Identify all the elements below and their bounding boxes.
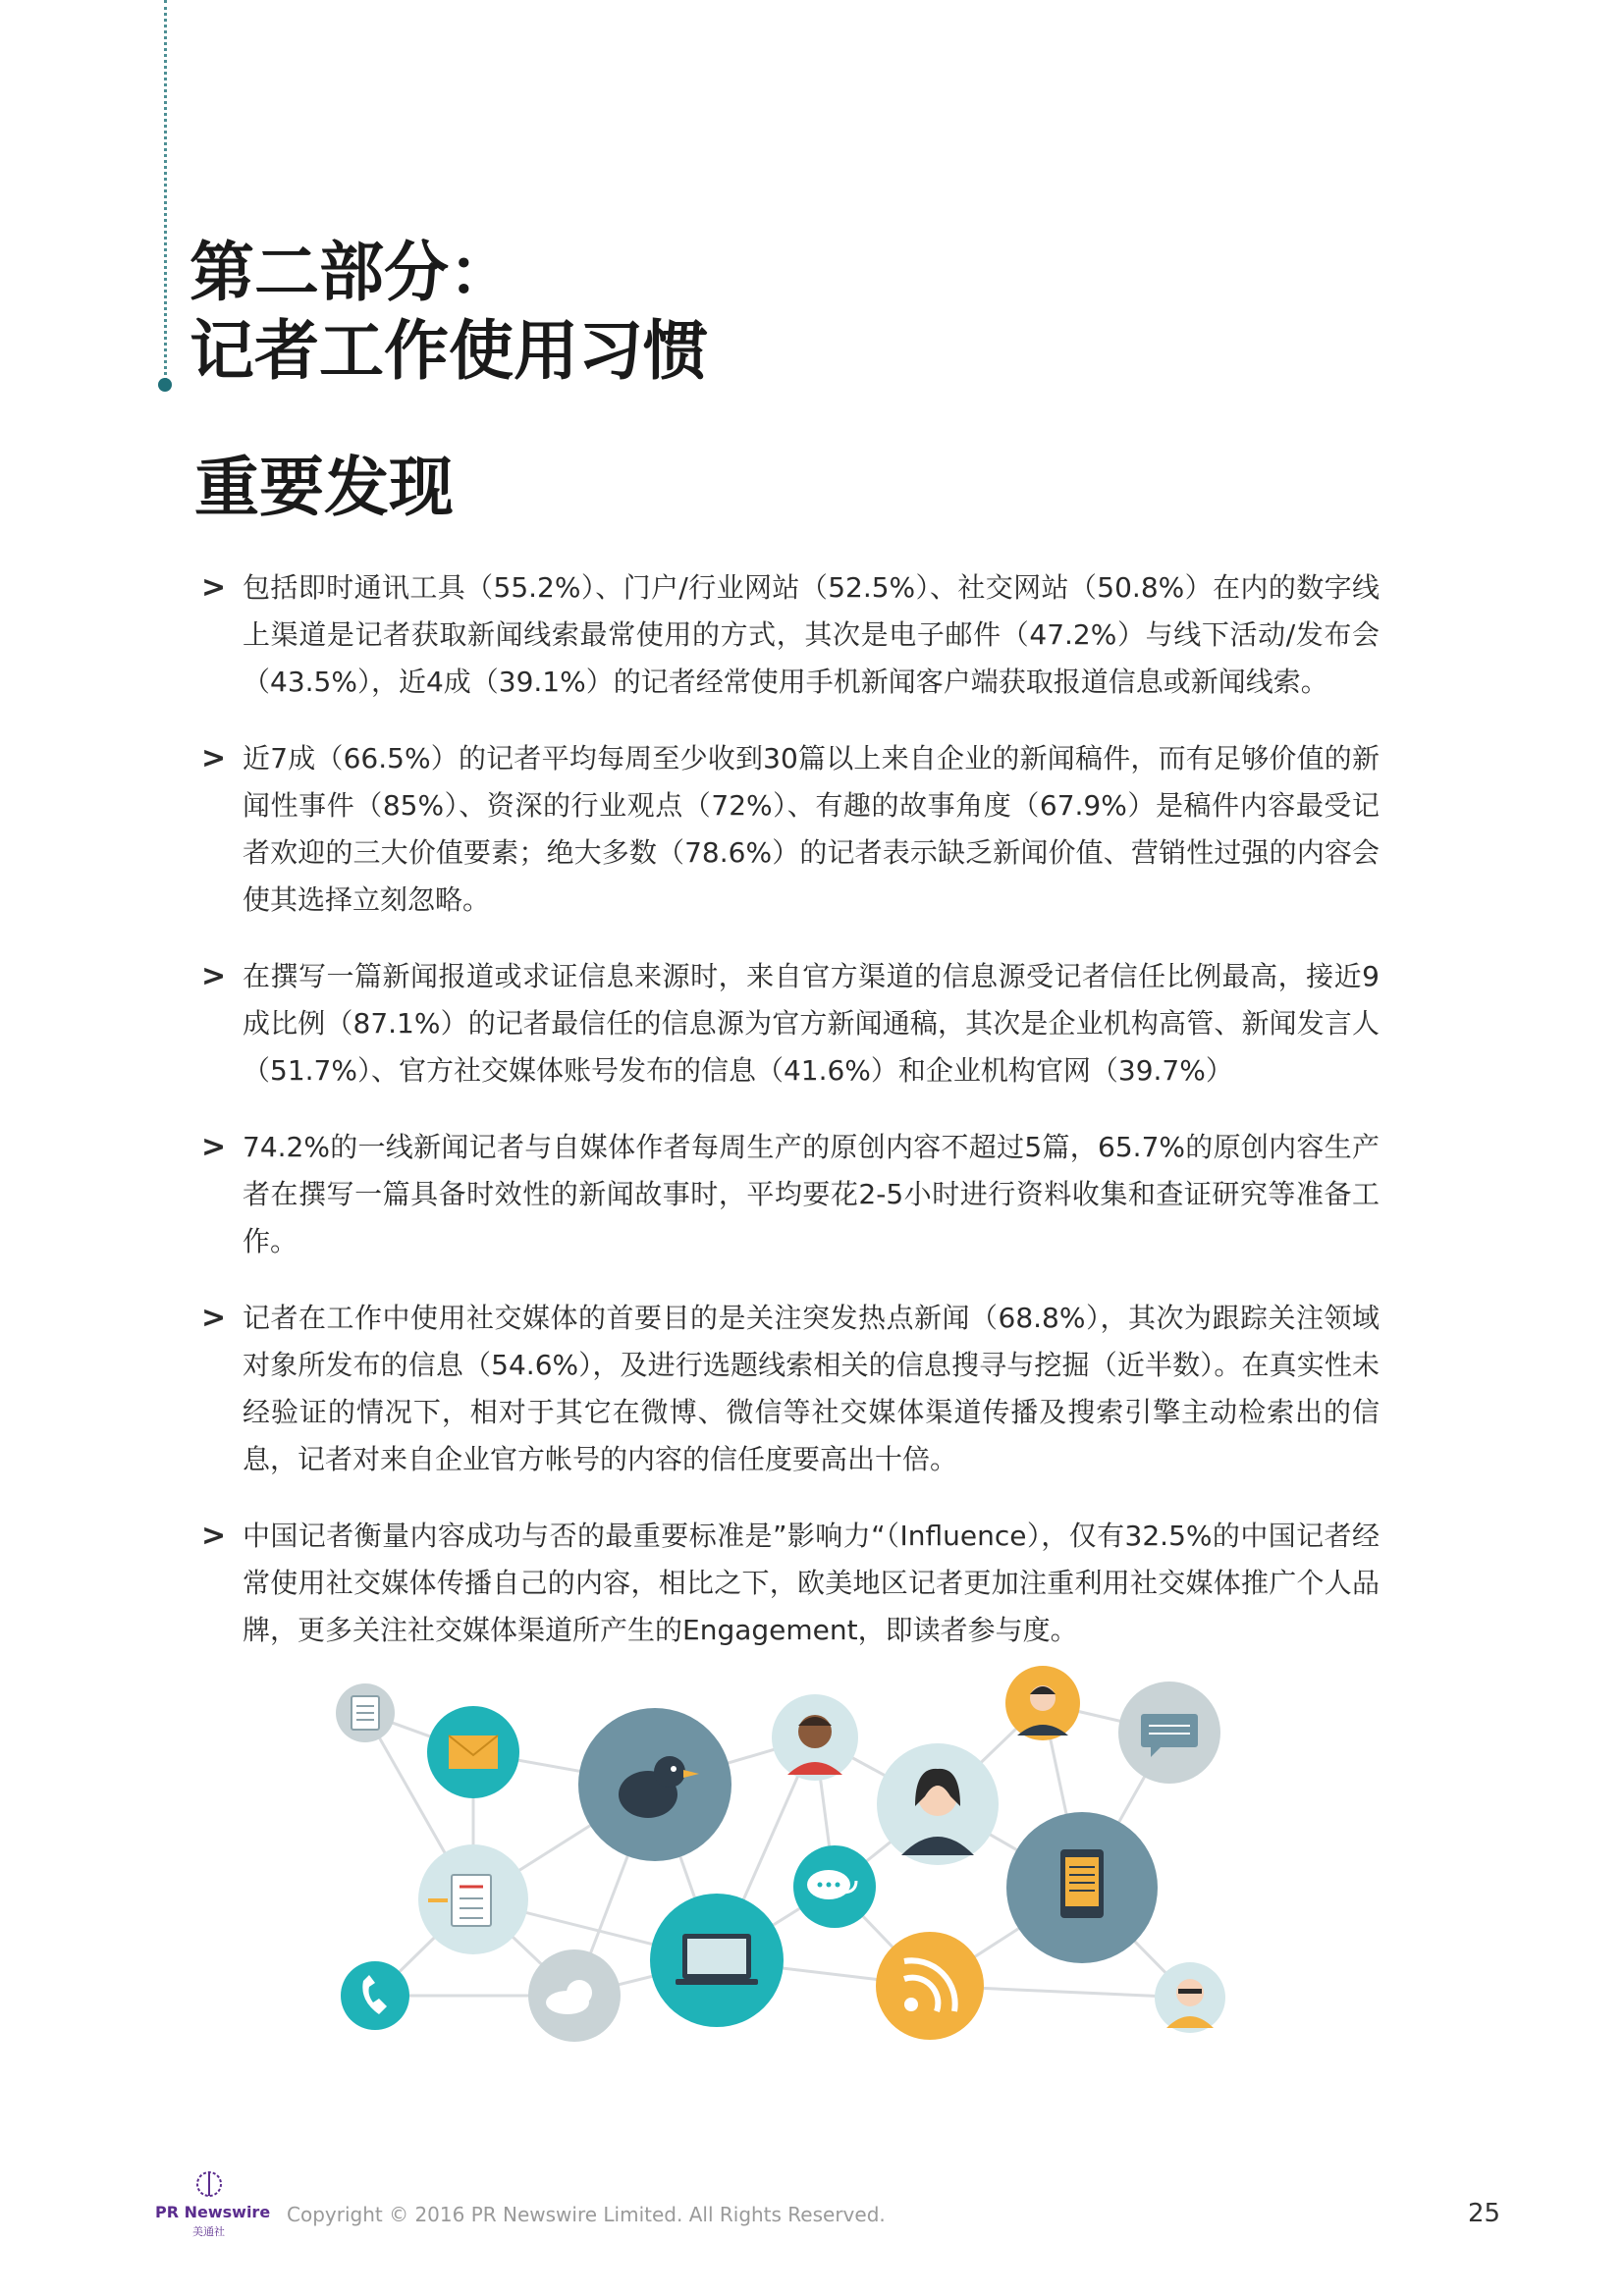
woman-avatar-icon xyxy=(877,1743,999,1865)
findings-list xyxy=(201,564,1380,1683)
finding-text: 包括即时通讯工具（55.2%）、门户/行业网站（52.5%）、社交网站（50.8%）在内的数字线上渠道是记者获取新闻线索最常使用的方式，其次是电子邮件（47.2%）与线下活动/发布会（43.5%），近4成（39.1%）的记者经常使用手机新闻客户端获取报道信息或新闻线索。 xyxy=(243,571,1380,698)
logo-subtitle: 美通社 xyxy=(192,2225,225,2238)
person-icon xyxy=(772,1694,858,1781)
margin-rule-dot xyxy=(158,378,172,392)
laptop-icon xyxy=(650,1894,784,2027)
finding-text: 中国记者衡量内容成功与否的最重要标准是”影响力“（Influence），仅有32.5%的中国记者经常使用社交媒体传播自己的内容，相比之下，欧美地区记者更加注重利用社交媒体推广个人品牌，更多关注社交媒体渠道所产生的Engagement，即读者参与度。 xyxy=(243,1520,1380,1646)
finding-item xyxy=(201,953,1380,1095)
bird-icon xyxy=(578,1708,731,1861)
checklist-icon xyxy=(418,1844,528,1954)
finding-item xyxy=(201,1513,1380,1654)
bullet-marker-icon: > xyxy=(201,1130,227,1164)
rss-icon xyxy=(876,1932,984,2040)
finding-text: 近7成（66.5%）的记者平均每周至少收到30篇以上来自企业的新闻稿件，而有足够价值的新闻性事件（85%）、资深的行业观点（72%）、有趣的故事角度（67.9%）是稿件内容最受记者欢迎的三大价值要素；绝大多数（78.6%）的记者表示缺乏新闻价值、营销性过强的内容会使其选择立刻忽略。 xyxy=(243,742,1380,916)
finding-text: 74.2%的一线新闻记者与自媒体作者每周生产的原创内容不超过5篇，65.7%的原创内容生产者在撰写一篇具备时效性的新闻故事时，平均要花2-5小时进行资料收集和查证研究等准备工作。 xyxy=(243,1131,1380,1257)
logo-name: PR Newswire xyxy=(155,2203,271,2221)
tablet-icon xyxy=(1006,1812,1158,1963)
finding-item xyxy=(201,1124,1380,1265)
section-title xyxy=(189,234,708,391)
section-title-line2: 记者工作使用习惯 xyxy=(189,313,708,389)
envelope-icon xyxy=(427,1706,519,1798)
bullet-marker-icon: > xyxy=(201,570,227,605)
bullet-marker-icon: > xyxy=(201,741,227,775)
bullet-marker-icon: > xyxy=(201,959,227,993)
finding-text: 记者在工作中使用社交媒体的首要目的是关注突发热点新闻（68.8%），其次为跟踪关注领域对象所发布的信息（54.6%），及进行选题线索相关的信息搜寻与挖掘（近半数）。在真实性未经验证的情况下，相对于其它在微博、微信等社交媒体渠道传播及搜索引擎主动检索出的信息，记者对来自企业官方帐号的内容的信任度要高出十倍。 xyxy=(243,1302,1380,1475)
finding-text: 在撰写一篇新闻报道或求证信息来源时，来自官方渠道的信息源受记者信任比例最高，接近9成比例（87.1%）的记者最信任的信息源为官方新闻通稿，其次是企业机构高管、新闻发言人（51.7%）、官方社交媒体账号发布的信息（41.6%）和企业机构官网（39.7%） xyxy=(243,960,1380,1087)
pr-newswire-logo xyxy=(155,2169,271,2238)
chat-icon xyxy=(793,1845,876,1928)
document-icon xyxy=(336,1683,395,1742)
copyright-text: Copyright © 2016 PR Newswire Limited. All Rights Reserved. xyxy=(287,2203,886,2226)
cloud-icon xyxy=(528,1949,621,2042)
globe-logo-icon xyxy=(194,2169,224,2199)
finding-item xyxy=(201,1295,1380,1483)
businessman-icon xyxy=(1005,1666,1080,1740)
finding-item xyxy=(201,564,1380,706)
speech-bubble-icon xyxy=(1118,1682,1220,1784)
social-network-illustration xyxy=(314,1659,1276,2052)
findings-heading: 重要发现 xyxy=(194,450,454,525)
finding-item xyxy=(201,735,1380,924)
section-title-line1: 第二部分： xyxy=(189,235,514,310)
dotted-margin-rule xyxy=(164,0,167,388)
bullet-marker-icon: > xyxy=(201,1301,227,1335)
glasses-person-icon xyxy=(1155,1962,1225,2033)
bullet-marker-icon: > xyxy=(201,1519,227,1553)
page-number: 25 xyxy=(1468,2199,1501,2228)
phone-icon xyxy=(341,1961,409,2030)
